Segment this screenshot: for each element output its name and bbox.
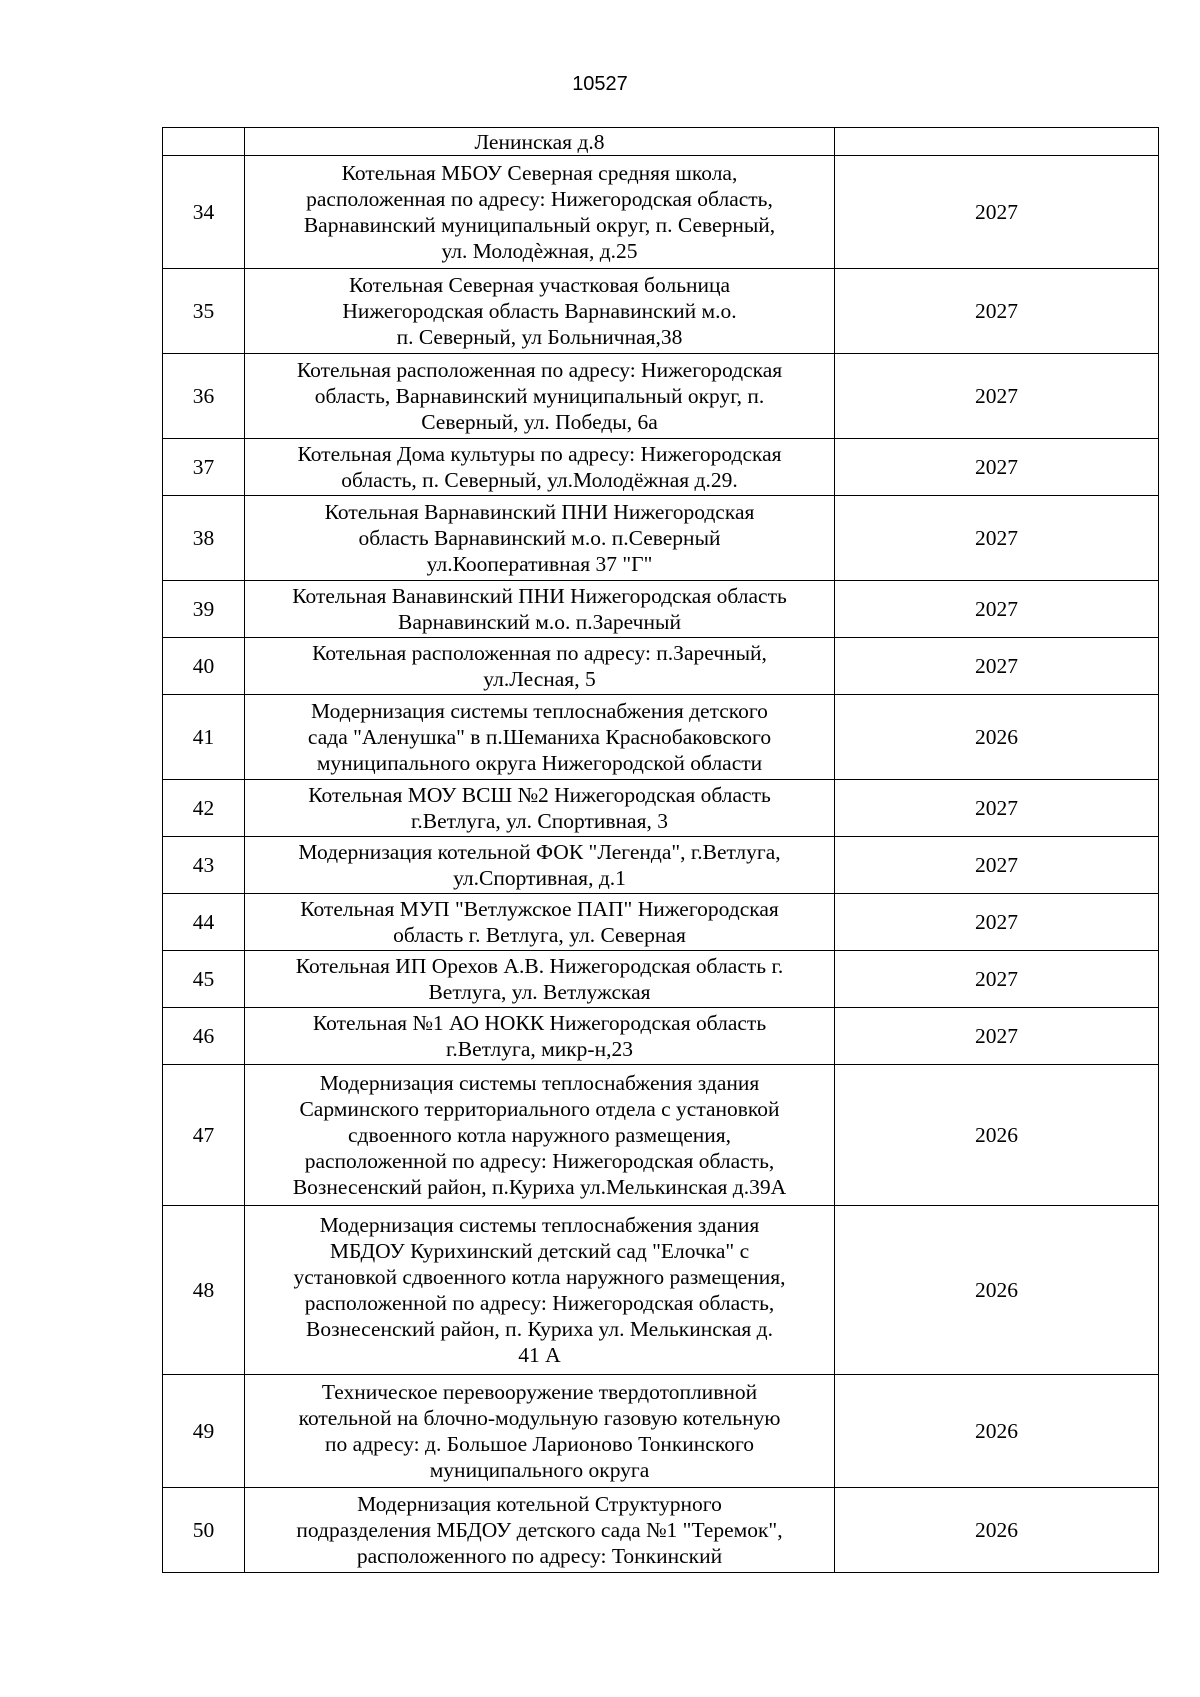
facility-name: Модернизация системы теплоснабжения здания МБДОУ Курихинский детский сад "Елочка" с установкой сдвоенного котла наружного размещения, расположенной по адресу: Нижегородская область, Вознесенский район, п. Куриха ул. Мелькинская д. 41 А	[245, 1206, 835, 1375]
completion-year: 2027	[835, 780, 1159, 837]
completion-year: 2026	[835, 1206, 1159, 1375]
facility-name: Котельная МОУ ВСШ №2 Нижегородская область г.Ветлуга, ул. Спортивная, 3	[245, 780, 835, 837]
completion-year: 2027	[835, 1008, 1159, 1065]
table-row	[163, 1008, 1159, 1065]
table-row	[163, 638, 1159, 695]
row-number: 46	[163, 1008, 245, 1065]
completion-year: 2027	[835, 439, 1159, 496]
row-number: 44	[163, 894, 245, 951]
table-row	[163, 1375, 1159, 1488]
table-row	[163, 951, 1159, 1008]
facility-name: Модернизация системы теплоснабжения детского сада "Аленушка" в п.Шеманиха Краснобаковского муниципального округа Нижегородской области	[245, 695, 835, 780]
completion-year: 2027	[835, 894, 1159, 951]
completion-year: 2027	[835, 269, 1159, 354]
table-row	[163, 496, 1159, 581]
table-row	[163, 780, 1159, 837]
table-row	[163, 354, 1159, 439]
facility-name: Котельная Варнавинский ПНИ Нижегородская область Варнавинский м.о. п.Северный ул.Кооперативная 37 "Г"	[245, 496, 835, 581]
row-number: 35	[163, 269, 245, 354]
facility-name: Котельная ИП Орехов А.В. Нижегородская область г. Ветлуга, ул. Ветлужская	[245, 951, 835, 1008]
completion-year: 2027	[835, 496, 1159, 581]
table-row	[163, 894, 1159, 951]
table-row	[163, 1065, 1159, 1206]
row-number: 40	[163, 638, 245, 695]
row-number: 41	[163, 695, 245, 780]
completion-year: 2027	[835, 951, 1159, 1008]
facility-name: Ленинская д.8	[245, 128, 835, 156]
page-number: 10527	[572, 73, 628, 95]
facility-name: Котельная МУП "Ветлужское ПАП" Нижегородская область г. Ветлуга, ул. Северная	[245, 894, 835, 951]
completion-year: 2026	[835, 1375, 1159, 1488]
table-row	[163, 695, 1159, 780]
completion-year: 2027	[835, 837, 1159, 894]
row-number: 37	[163, 439, 245, 496]
facilities-table	[162, 127, 1159, 1573]
row-number: 49	[163, 1375, 245, 1488]
facility-name: Котельная расположенная по адресу: Нижегородская область, Варнавинский муниципальный округ, п. Северный, ул. Победы, 6а	[245, 354, 835, 439]
table-body	[163, 128, 1159, 1573]
completion-year: 2027	[835, 156, 1159, 269]
row-number: 36	[163, 354, 245, 439]
facility-name: Котельная МБОУ Северная средняя школа, расположенная по адресу: Нижегородская область, Варнавинский муниципальный округ, п. Северный, ул. Молодѐжная, д.25	[245, 156, 835, 269]
completion-year: 2027	[835, 581, 1159, 638]
row-number: 39	[163, 581, 245, 638]
completion-year: 2026	[835, 1065, 1159, 1206]
row-number: 43	[163, 837, 245, 894]
table-row	[163, 1488, 1159, 1573]
row-number: 42	[163, 780, 245, 837]
facility-name: Техническое перевооружение твердотопливной котельной на блочно-модульную газовую котельную по адресу: д. Большое Ларионово Тонкинского муниципального округа	[245, 1375, 835, 1488]
completion-year: 2026	[835, 695, 1159, 780]
row-number: 50	[163, 1488, 245, 1573]
table-row	[163, 128, 1159, 156]
facility-name: Котельная №1 АО НОКК Нижегородская область г.Ветлуга, микр-н,23	[245, 1008, 835, 1065]
row-number: 48	[163, 1206, 245, 1375]
facility-name: Модернизация котельной ФОК "Легенда", г.Ветлуга, ул.Спортивная, д.1	[245, 837, 835, 894]
completion-year: 2026	[835, 1488, 1159, 1573]
facility-name: Котельная Дома культуры по адресу: Нижегородская область, п. Северный, ул.Молодёжная д.29.	[245, 439, 835, 496]
row-number	[163, 128, 245, 156]
completion-year	[835, 128, 1159, 156]
facility-name: Котельная Ванавинский ПНИ Нижегородская область Варнавинский м.о. п.Заречный	[245, 581, 835, 638]
table-row	[163, 837, 1159, 894]
table-row	[163, 1206, 1159, 1375]
row-number: 38	[163, 496, 245, 581]
row-number: 45	[163, 951, 245, 1008]
table-row	[163, 439, 1159, 496]
table-row	[163, 156, 1159, 269]
table-row	[163, 269, 1159, 354]
row-number: 34	[163, 156, 245, 269]
facility-name: Котельная Северная участковая больница Нижегородская область Варнавинский м.о. п. Северный, ул Больничная,38	[245, 269, 835, 354]
row-number: 47	[163, 1065, 245, 1206]
facility-name: Котельная расположенная по адресу: п.Заречный, ул.Лесная, 5	[245, 638, 835, 695]
completion-year: 2027	[835, 354, 1159, 439]
facility-name: Модернизация системы теплоснабжения здания Сарминского территориального отдела с установкой сдвоенного котла наружного размещения, расположенной по адресу: Нижегородская область, Вознесенский район, п.Куриха ул.Мелькинская д.39А	[245, 1065, 835, 1206]
table-row	[163, 581, 1159, 638]
completion-year: 2027	[835, 638, 1159, 695]
facility-name: Модернизация котельной Структурного подразделения МБДОУ детского сада №1 "Теремок", расположенного по адресу: Тонкинский	[245, 1488, 835, 1573]
